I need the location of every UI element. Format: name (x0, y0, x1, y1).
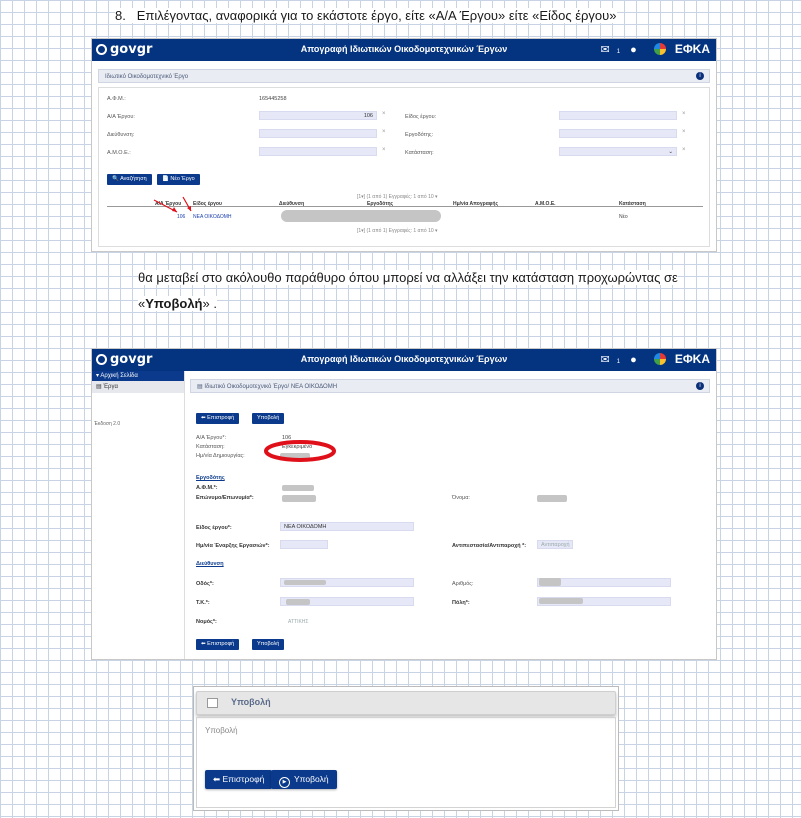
app-header (92, 39, 716, 61)
search-button[interactable]: 🔍 Αναζήτηση (107, 174, 152, 185)
sidebar-item-home[interactable]: ▾ Αρχική Σελίδα (92, 371, 184, 381)
user-icon[interactable]: ● (630, 44, 637, 56)
sidebar-item-works[interactable]: ▤ Έργα (92, 381, 184, 393)
panel-title: Ιδιωτικό Οικοδομοτεχνικό Έργο/ ΝΕΑ ΟΙΚΟΔΟΜΗ (204, 384, 338, 390)
clear-icon[interactable]: × (382, 111, 386, 117)
dialog-body (196, 717, 616, 808)
row-kind-link[interactable]: ΝΕΑ ΟΙΚΟΔΟΜΗ (193, 214, 232, 220)
step-number: 8. (115, 8, 126, 23)
col-aa[interactable]: Α/Α Έργου (155, 201, 182, 207)
col-date[interactable]: Ημ/νία Απογραφής (453, 201, 499, 207)
panel-title-bar (98, 69, 710, 83)
afm-value: 165445258 (259, 96, 287, 102)
sidebar (92, 371, 185, 659)
employer-label: Εργοδότης: (405, 132, 434, 138)
mail-icon[interactable]: ✉ (600, 354, 610, 366)
efka-logo: ΕΦΚΑ (647, 352, 710, 366)
paragraph-line-1: θα μεταβεί στο ακόλουθο παράθυρο όπου μπορεί να αλλάξει την κατάσταση προχωρώντας σε (138, 270, 678, 285)
status-value: Εγκεκριμένο (282, 444, 313, 450)
annotation-arrows (99, 88, 711, 248)
mail-count: 1 (616, 359, 621, 365)
app-header (92, 349, 716, 371)
contractor-field[interactable]: Αντιπαροχή (537, 540, 573, 549)
govgr-logo: govgr (96, 352, 152, 367)
aa-input[interactable]: 106 (259, 111, 377, 120)
kind-label: Είδος έργου: (405, 114, 437, 120)
prefecture-value: ΑΤΤΙΚΗΣ (288, 619, 309, 625)
col-status[interactable]: Κατάσταση (619, 201, 646, 207)
redacted-afm (282, 485, 314, 491)
screenshot-search (91, 38, 717, 252)
submit-button[interactable]: Υποβολή (252, 413, 284, 424)
version-label: Έκδοση 2.0 (94, 421, 121, 427)
dialog-submit-button[interactable]: ▶ Υποβολή (271, 770, 337, 789)
new-work-button[interactable]: 📄 Νέο Έργο (157, 174, 200, 185)
prefecture-label: Νομός*: (196, 619, 217, 625)
contractor-label: Αντιπεστασία/Αντιπαροχή *: (452, 543, 527, 549)
clear-icon[interactable]: × (382, 129, 386, 135)
status-select[interactable]: ⌄ (559, 147, 677, 156)
panel-icon (207, 698, 218, 708)
employer-section: Εργοδότης (196, 475, 225, 481)
pager-bottom[interactable]: [1▾] (1 από 1) Εγγραφές: 1 από 10 ▾ (357, 228, 438, 234)
mail-count: 1 (616, 49, 621, 55)
submit-dialog-zoom (193, 686, 619, 811)
start-date-field[interactable] (280, 540, 328, 549)
col-address[interactable]: Διεύθυνση (279, 201, 305, 207)
kind-label: Είδος έργου*: (196, 525, 232, 531)
dialog-subtitle: Υποβολή (205, 726, 238, 735)
created-label: Ημ/νία Δημιουργίας: (196, 453, 245, 459)
amoe-label: Α.Μ.Ο.Ε.: (107, 150, 131, 156)
mail-icon[interactable]: ✉ (600, 44, 610, 56)
play-icon: ▶ (279, 777, 290, 788)
redacted-zip (286, 599, 310, 605)
surname-label: Επώνυμο/Επωνυμία*: (196, 495, 254, 501)
pager-top[interactable]: [1▾] (1 από 1) Εγγραφές: 1 από 10 ▾ (357, 194, 438, 200)
status-label: Κατάσταση: (405, 150, 434, 156)
submit-emphasis: Υποβολή (145, 296, 203, 311)
row-aa-link[interactable]: 106 (177, 214, 186, 220)
header-icons (593, 352, 710, 366)
kind-field[interactable]: ΝΕΑ ΟΙΚΟΔΟΜΗ (280, 522, 414, 531)
clear-icon[interactable]: × (682, 111, 686, 117)
afm-label: Α.Φ.Μ.: (107, 96, 126, 102)
redacted-surname (282, 495, 316, 502)
clear-icon[interactable]: × (382, 147, 386, 153)
step-line (115, 8, 617, 23)
redacted-number (539, 578, 561, 586)
name-label: Όνομα: (452, 495, 470, 501)
status-label: Κατάσταση: (196, 444, 225, 450)
redacted-city (539, 598, 583, 604)
city-label: Πόλη*: (452, 600, 470, 606)
arrow-head (172, 207, 177, 212)
col-employer[interactable]: Εργοδότης (367, 201, 394, 207)
efka-logo-icon (654, 43, 666, 55)
aa-label: Α/Α Έργου: (107, 114, 135, 120)
redacted-name (537, 495, 567, 502)
highlight-ring (266, 442, 334, 460)
zip-label: Τ.Κ.*: (196, 600, 210, 606)
dialog-title: Υποβολή (231, 697, 271, 707)
dialog-title-bar (196, 691, 616, 715)
clear-icon[interactable]: × (682, 147, 686, 153)
afm-label: Α.Φ.Μ.*: (196, 485, 218, 491)
screenshot-detail (91, 348, 717, 660)
step-text: Επιλέγοντας, αναφορικά για το εκάστοτε έργο, είτε «Α/Α Έργου» είτε «Είδος έργου» (136, 8, 617, 23)
search-form (98, 87, 710, 247)
info-icon[interactable]: i (696, 72, 704, 80)
user-icon[interactable]: ● (630, 354, 637, 366)
dialog-back-button[interactable]: ⬅ Επιστροφή (205, 770, 272, 789)
govgr-logo: govgr (96, 42, 152, 57)
redacted-street (284, 580, 326, 585)
submit-button-bottom[interactable]: Υποβολή (252, 639, 284, 650)
address-section: Διεύθυνση (196, 561, 224, 567)
col-amoe[interactable]: Α.Μ.Ο.Ε. (535, 201, 556, 207)
start-date-label: Ημ/νία Έναρξης Εργασιών*: (196, 543, 270, 549)
app-title: Απογραφή Ιδιωτικών Οικοδομοτεχνικών Έργων (300, 44, 508, 54)
back-button-bottom[interactable]: ⬅ Επιστροφή (196, 639, 239, 650)
address-label: Διεύθυνση: (107, 132, 135, 138)
col-kind[interactable]: Είδος έργου (193, 201, 222, 207)
aa-label: Α/Α Έργου*: (196, 435, 227, 441)
number-label: Αριθμός: (452, 581, 474, 587)
row-status: Νέο (619, 214, 628, 220)
status-highlight-ellipse (262, 437, 338, 465)
efka-logo-icon (654, 353, 666, 365)
header-icons (593, 42, 710, 56)
back-button[interactable]: ⬅ Επιστροφή (196, 413, 239, 424)
back-arrow-icon: ⬅ (213, 774, 223, 784)
aa-value: 106 (282, 435, 292, 441)
street-label: Οδός*: (196, 581, 214, 587)
panel-title-bar: ▤ Ιδιωτικό Οικοδομοτεχνικό Έργο/ ΝΕΑ ΟΙΚΟΔΟΜΗ i (190, 379, 710, 393)
efka-logo: ΕΦΚΑ (647, 42, 710, 56)
clear-icon[interactable]: × (682, 129, 686, 135)
paragraph-line-2: «Υποβολή» . (138, 296, 217, 311)
app-title: Απογραφή Ιδιωτικών Οικοδομοτεχνικών Έργων (300, 354, 508, 364)
panel-title: Ιδιωτικό Οικοδομοτεχνικό Έργο (105, 74, 189, 80)
info-icon[interactable]: i (696, 382, 704, 390)
